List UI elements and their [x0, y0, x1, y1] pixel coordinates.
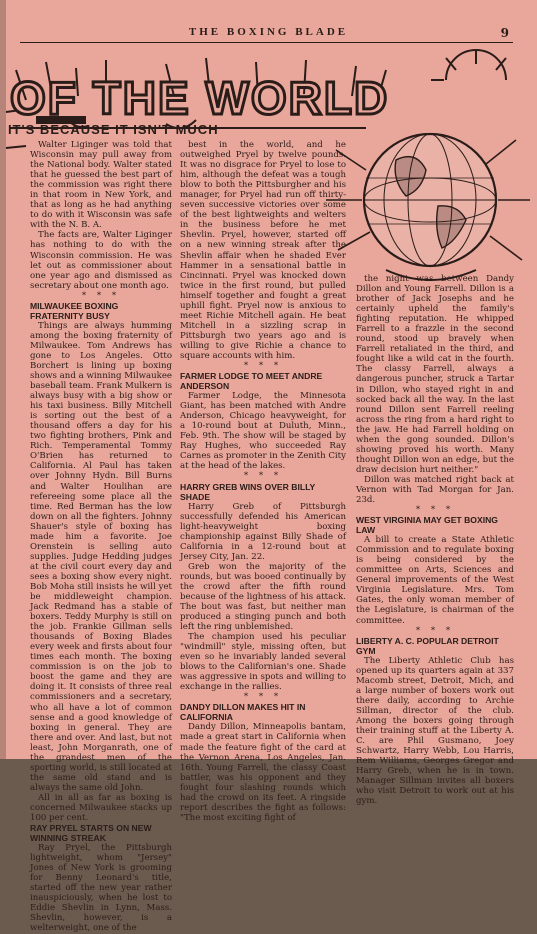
article-paragraph: the night was between Dandy Dillon and Young Farrell. Dillon is a brother of Jack Josephs and he certainly upheld the family's fighting reputation. He whipped Farrell to a frazzle in the second round, stood up bravely when Farrell retaliated in the third, and fought like a wild cat in the fourth. The classy Farrell, always a dangerous puncher, struck a Tartar in Dillon, who stayed right in and socked back all the way. In the last round Dillon sent Farrell reeling across the ring from a hard right to the jaw. He had Farrell holding on when the gong sounded. Dillon's showing proved his worth. Many thought Dillon won an edge, but the draw decision hurt neither."	[356, 274, 514, 475]
article-paragraph: Dandy Dillon, Minneapolis bantam, made a great start in California when made the feature fight of the card at the Vernon Arena, Los Angeles, Jan. 16th. Young Farrell, the classy Coast battler, was his opponent and they fought four slashing rounds which had the crowd on its feet. A ringside report describes the fight as follows: "The most exciting fight of	[180, 722, 346, 823]
article-paragraph: The Liberty Athletic Club has opened up its quarters again at 337 Macomb street, Detroit, Mich, and a large number of boxers work out there daily, according to Archie Sillman, director of the club. Among the boxers going through their training stuff at the Liberty A. C. are Phil Gusmano, Joey Schwartz, Harry Webb, Lou Harris, Rem Williams, Georges Gregor and Harry Greb, when he is in town. Manager Sillman invites all boxers who visit Detroit to work out at his gym.	[356, 655, 514, 807]
page-number: 9	[500, 26, 509, 40]
article-headline: WEST VIRGINIA MAY GET BOXING LAW	[356, 515, 498, 536]
article-paragraph: Dillon was matched right back at Vernon with Tad Morgan for Jan. 23d.	[356, 474, 514, 506]
article-paragraph: Ray Pryel, the Pittsburgh lightweight, whom "Jersey" Jones of New York is grooming for Benny Leonard's title, started off the new year rather inauspiciously, when he lost to Eddie Shevlin in Lynn, Mass. Shevlin, however, is a welterweight, one of the	[30, 843, 172, 934]
article-column-2	[180, 140, 346, 823]
article-paragraph: The facts are, Walter Liginger has nothing to do with the Wisconsin commission. He was let out as commissioner about one year ago and dismissed as secretary about one month ago.	[30, 230, 172, 291]
article-column-3	[356, 274, 514, 806]
article-paragraph: best in the world, and he outweighed Pryel by twelve pounds. It was no disgrace for Pryel to lose to him, although the defeat was a tough blow to both the Pittsburgher and his manager, for Pryel had run off thirty-seven successive victories over some of the best lightweights and welters in the business before he met Shevlin. Pryel, however, started off on a new winning streak after the Shevlin affair when he shaded Ever Hammer in a sensational battle in Cincinnati. Pryel was knocked down twice in the first round, but pulled himself together and fought a great uphill fight. Pryel now is anxious to meet Richie Mitchell again. He beat Mitchell in a sizzling scrap in Pittsburgh two years ago and is willing to give Richie a chance to square accounts with him.	[180, 140, 346, 361]
header-rule	[20, 42, 513, 43]
running-header	[0, 26, 537, 40]
article-paragraph: Harry Greb of Pittsburgh successfully defended his American light-heavyweight boxing championship against Billy Shade of California in a 12-round bout at Jersey City, Jan. 22.	[180, 501, 346, 562]
section-separator: * * *	[81, 290, 121, 301]
section-separator: * * *	[243, 361, 283, 372]
banner-title: OF THE WORLD	[10, 72, 390, 124]
article-paragraph: Things are always humming among the boxing fraternity of Milwaukee. Tom Andrews has gone to Los Angeles. Otto Borchert is lining up boxing shows and a winning Milwaukee baseball team. Frank Mulkern is always busy with a big show or his taxi business. Billy Mitchell is sorting out the best of a thousand offers a day for his two fighting brothers, Pink and Rich. Temperamental Tommy O'Brien has returned to California. Al Paul has taken over Johnny Hydn. Bill Burns and Walter Houlihan are refereeing some place all the time. Red Berman has the low down on all the fighters. Johnny Shauer's style of boxing has made him a favorite. Joe Orenstein is selling auto supplies. Judge Hedding judges at the civil court every day and sees a boxing show every night. Bob Moha still insists he will yet be middleweight champion. Jack Redmand has a stable of boxers. Teddy Murphy is still on the job. Frankie Gillman sells thousands of Boxing Blades every week and firsts about four times each month. The boxing commission is on the job to boost the game and they are doing it. It consists of three real commissioners and a secretary, who all have a lot of common sense and a good knowledge of boxing in general. They are there and over. And last, but not least, John Morganrath, one of the grandest men of the sporting world, is still located at the same old stand and is always the same old John.	[30, 320, 172, 793]
globe-illustration	[326, 120, 530, 290]
article-paragraph: The champion used his peculiar "windmill" style, missing often, but even so he invariably landed several blows to the Californian's one. Shade was aggressive in spots and willing to exchange in the rallies.	[180, 632, 346, 693]
article-headline: DANDY DILLON MAKES HIT IN CALIFORNIA	[180, 702, 306, 723]
article-column-1	[30, 140, 172, 934]
article-headline: RAY PRYEL STARTS ON NEW WINNING STREAK	[30, 823, 152, 844]
section-separator: * * *	[415, 625, 455, 636]
article-headline: LIBERTY A. C. POPULAR DETROIT GYM	[356, 635, 499, 656]
article-paragraph: A bill to create a State Athletic Commission and to regulate boxing is being considered by the committee on Arts, Sciences and General improvements of the West Virginia Legislature. Mrs. Tom Gates, the only woman member of the Legislature, is chairman of the committee.	[356, 535, 514, 626]
banner-subtitle: IT'S BECAUSE IT ISN'T MUCH	[8, 122, 219, 137]
article-paragraph: Walter Liginger was told that Wisconsin may pull away from the National body. Walter stated that he guessed the best part of the commission was right there in that room in New York, and that as long as he had anything to do with it Wisconsin was safe with the N. B. A.	[30, 140, 172, 231]
section-separator: * * *	[415, 505, 455, 516]
article-headline: HARRY GREB WINS OVER BILLY SHADE	[180, 481, 316, 502]
article-paragraph: Farmer Lodge, the Minnesota Giant, has been matched with Andre Anderson, Chicago heavyweight, for a 10-round bout at Duluth, Minn., Feb. 9th. The show will be staged by Ray Hughes, who succeeded Ray Carnes as promoter in the Zenith City at the head of the lakes.	[180, 391, 346, 472]
article-paragraph: All in all as far as boxing is concerned Milwaukee stacks up 100 per cent.	[30, 792, 172, 824]
article-headline: MILWAUKEE BOXING FRATERNITY BUSY	[30, 300, 119, 321]
article-headline: FARMER LODGE TO MEET ANDRE ANDERSON	[180, 371, 323, 392]
section-separator: * * *	[243, 471, 283, 482]
article-paragraph: Greb won the majority of the rounds, but was booed continually by the crowd after the fifth round because of the lightness of his attack. The bout was fast, but neither man produced a stinging punch and both left the ring unblemished.	[180, 561, 346, 633]
publication-title: THE BOXING BLADE	[188, 26, 349, 38]
section-separator: * * *	[243, 692, 283, 703]
